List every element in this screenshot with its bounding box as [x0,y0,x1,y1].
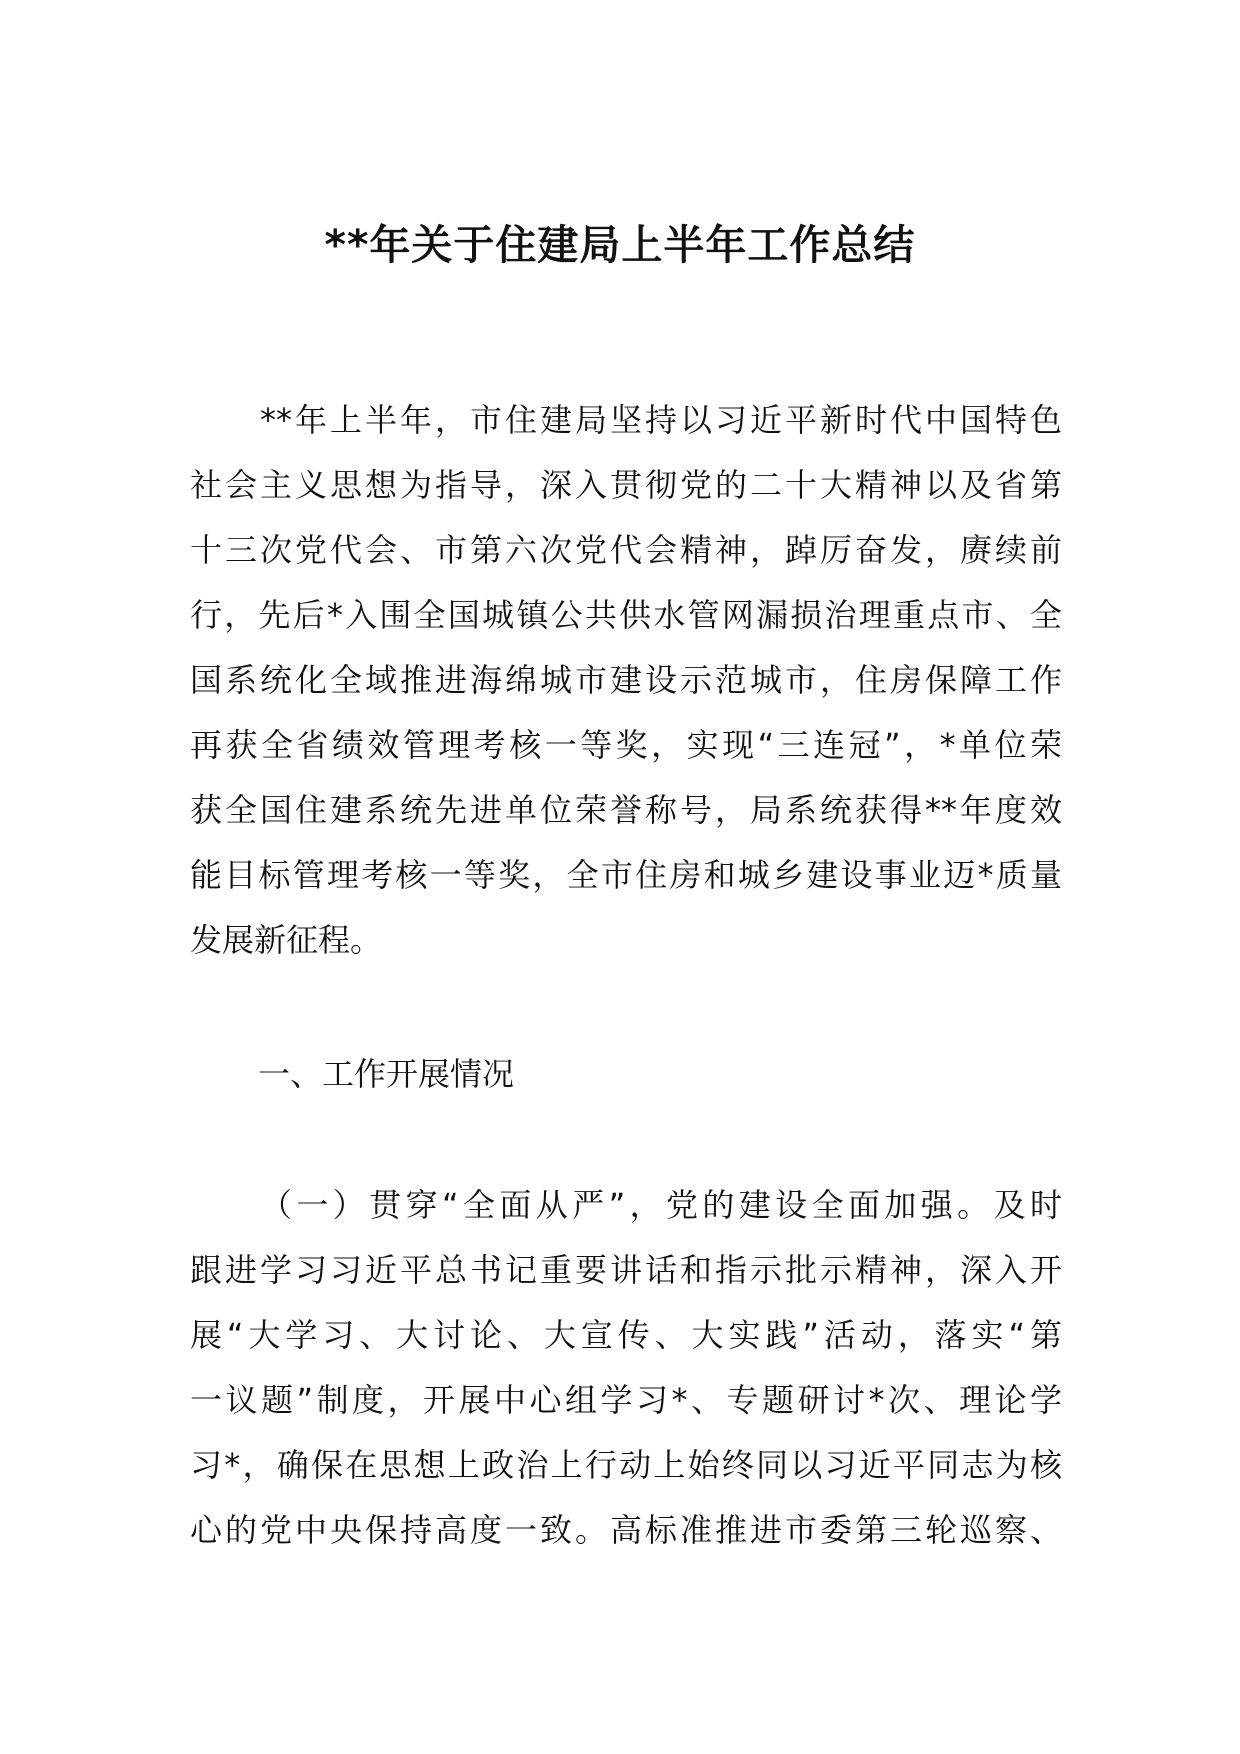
paragraph-line: 习*，确保在思想上政治上行动上始终同以习近平同志为核 [190,1446,1062,1484]
paragraph-line: 展“大学习、大讨论、大宣传、大实践”活动，落实“第 [190,1316,1062,1354]
paragraph-line: 跟进学习习近平总书记重要讲话和指示批示精神，深入开 [190,1251,1062,1289]
paragraph-line: 十三次党代会、市第六次党代会精神，踔厉奋发，赓续前 [190,531,1062,569]
paragraph-line: **年上半年，市住建局坚持以习近平新时代中国特色 [260,401,1062,439]
paragraph-line: 一议题”制度，开展中心组学习*、专题研讨*次、理论学 [190,1381,1062,1419]
paragraph-line: 能目标管理考核一等奖，全市住房和城乡建设事业迈*质量 [190,856,1062,894]
paragraph-line: 再获全省绩效管理考核一等奖，实现“三连冠”，*单位荣 [190,726,1062,764]
paragraph-line: 心的党中央保持高度一致。高标准推进市委第三轮巡察、 [190,1511,1062,1549]
section-paragraph [190,1173,1062,1563]
intro-paragraph [190,388,1062,973]
paragraph-line: （一）贯穿“全面从严”，党的建设全面加强。及时 [260,1186,1062,1224]
section-heading: 一、工作开展情况 [258,1055,515,1093]
paragraph-line: 发展新征程。 [190,921,383,959]
paragraph-line: 国系统化全域推进海绵城市建设示范城市，住房保障工作 [190,661,1062,699]
paragraph-line: 社会主义思想为指导，深入贯彻党的二十大精神以及省第 [190,466,1062,504]
document-title: **年关于住建局上半年工作总结 [324,221,916,269]
paragraph-line: 获全国住建系统先进单位荣誉称号，局系统获得**年度效 [190,791,1062,829]
paragraph-line: 行，先后*入围全国城镇公共供水管网漏损治理重点市、全 [190,596,1062,634]
